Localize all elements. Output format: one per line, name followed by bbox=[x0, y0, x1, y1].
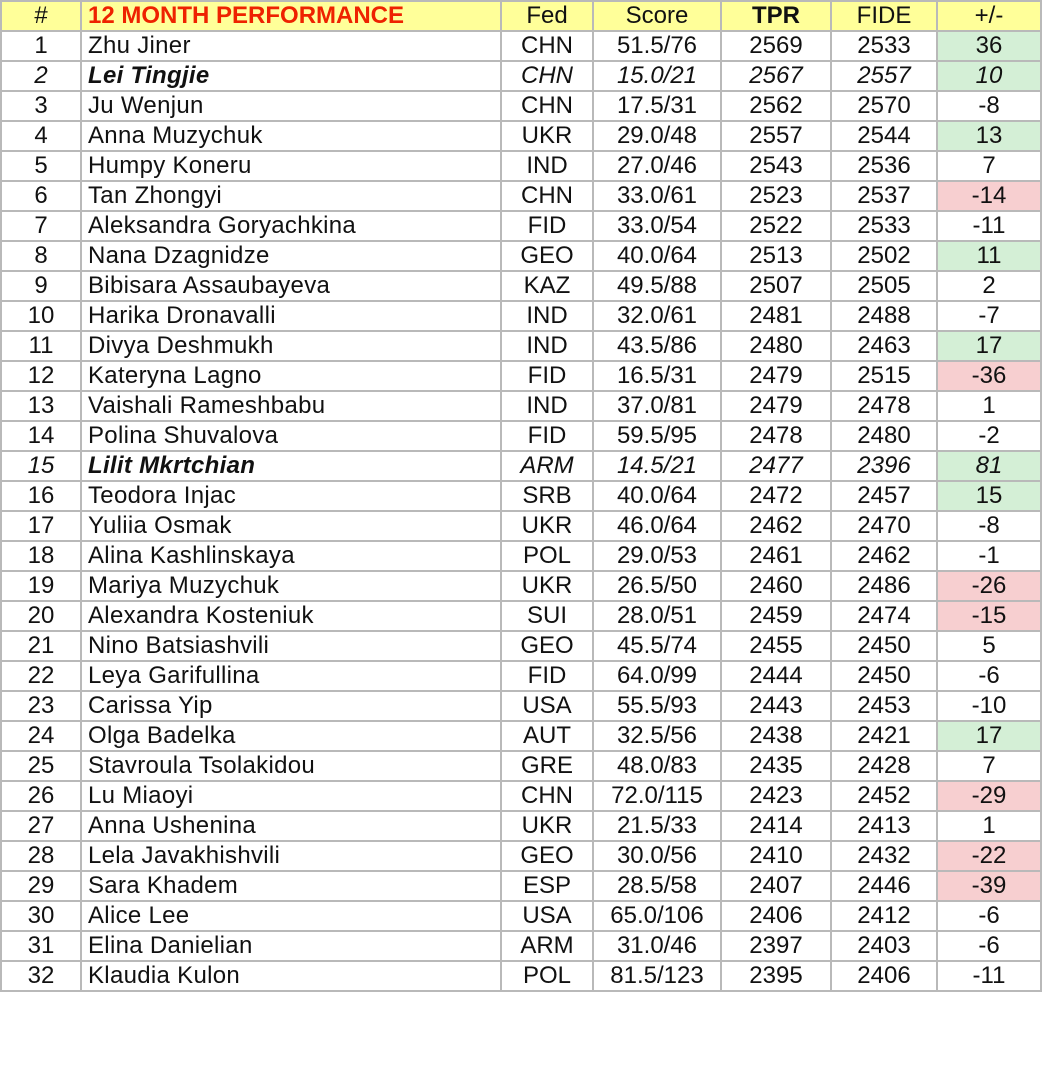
score-cell[interactable]: 65.0/106 bbox=[593, 901, 721, 931]
player-name-cell[interactable]: Divya Deshmukh bbox=[81, 331, 501, 361]
player-name-cell[interactable]: Mariya Muzychuk bbox=[81, 571, 501, 601]
player-name-cell[interactable]: Lela Javakhishvili bbox=[81, 841, 501, 871]
table-row bbox=[1, 871, 1041, 901]
rating-diff-cell[interactable]: -8 bbox=[937, 91, 1041, 121]
rating-diff-cell[interactable]: 1 bbox=[937, 391, 1041, 421]
rating-diff-cell[interactable]: 36 bbox=[937, 31, 1041, 61]
table-row bbox=[1, 211, 1041, 241]
score-cell[interactable]: 48.0/83 bbox=[593, 751, 721, 781]
federation-cell[interactable]: GEO bbox=[501, 841, 593, 871]
score-cell[interactable]: 43.5/86 bbox=[593, 331, 721, 361]
score-cell[interactable]: 46.0/64 bbox=[593, 511, 721, 541]
table-row bbox=[1, 811, 1041, 841]
player-name-cell[interactable]: Carissa Yip bbox=[81, 691, 501, 721]
rank-cell[interactable]: 24 bbox=[1, 721, 81, 751]
fide-rating-cell[interactable]: 2421 bbox=[831, 721, 937, 751]
rating-diff-cell[interactable]: 11 bbox=[937, 241, 1041, 271]
player-name-cell[interactable]: Anna Ushenina bbox=[81, 811, 501, 841]
fide-rating-cell[interactable]: 2462 bbox=[831, 541, 937, 571]
player-name-cell[interactable]: Sara Khadem bbox=[81, 871, 501, 901]
player-name-cell[interactable]: Stavroula Tsolakidou bbox=[81, 751, 501, 781]
score-cell[interactable]: 17.5/31 bbox=[593, 91, 721, 121]
rank-cell[interactable]: 2 bbox=[1, 61, 81, 91]
rank-cell[interactable]: 22 bbox=[1, 661, 81, 691]
fide-rating-cell[interactable]: 2505 bbox=[831, 271, 937, 301]
federation-cell[interactable]: ESP bbox=[501, 871, 593, 901]
tpr-cell[interactable]: 2477 bbox=[721, 451, 831, 481]
rank-cell[interactable]: 10 bbox=[1, 301, 81, 331]
tpr-cell[interactable]: 2472 bbox=[721, 481, 831, 511]
fide-rating-cell[interactable]: 2413 bbox=[831, 811, 937, 841]
rank-cell[interactable]: 14 bbox=[1, 421, 81, 451]
table-row bbox=[1, 241, 1041, 271]
federation-cell[interactable]: POL bbox=[501, 541, 593, 571]
rating-diff-cell[interactable]: -11 bbox=[937, 211, 1041, 241]
score-cell[interactable]: 49.5/88 bbox=[593, 271, 721, 301]
federation-cell[interactable]: ARM bbox=[501, 931, 593, 961]
player-name-cell[interactable]: Polina Shuvalova bbox=[81, 421, 501, 451]
rating-diff-cell[interactable]: 7 bbox=[937, 751, 1041, 781]
score-cell[interactable]: 32.5/56 bbox=[593, 721, 721, 751]
federation-cell[interactable]: USA bbox=[501, 691, 593, 721]
rating-diff-cell[interactable]: 1 bbox=[937, 811, 1041, 841]
rating-diff-cell[interactable]: 2 bbox=[937, 271, 1041, 301]
fide-rating-cell[interactable]: 2488 bbox=[831, 301, 937, 331]
rating-diff-cell[interactable]: 17 bbox=[937, 721, 1041, 751]
tpr-cell[interactable]: 2478 bbox=[721, 421, 831, 451]
score-cell[interactable]: 31.0/46 bbox=[593, 931, 721, 961]
score-cell[interactable]: 40.0/64 bbox=[593, 241, 721, 271]
header-fide[interactable]: FIDE bbox=[831, 1, 937, 31]
score-cell[interactable]: 51.5/76 bbox=[593, 31, 721, 61]
table-row bbox=[1, 451, 1041, 481]
tpr-cell[interactable]: 2414 bbox=[721, 811, 831, 841]
table-row bbox=[1, 661, 1041, 691]
table-row bbox=[1, 391, 1041, 421]
fide-rating-cell[interactable]: 2463 bbox=[831, 331, 937, 361]
federation-cell[interactable]: SRB bbox=[501, 481, 593, 511]
table-row bbox=[1, 571, 1041, 601]
rank-cell[interactable]: 4 bbox=[1, 121, 81, 151]
player-name-cell[interactable]: Alice Lee bbox=[81, 901, 501, 931]
score-cell[interactable]: 72.0/115 bbox=[593, 781, 721, 811]
federation-cell[interactable]: AUT bbox=[501, 721, 593, 751]
tpr-cell[interactable]: 2523 bbox=[721, 181, 831, 211]
federation-cell[interactable]: UKR bbox=[501, 811, 593, 841]
federation-cell[interactable]: FID bbox=[501, 661, 593, 691]
fide-rating-cell[interactable]: 2544 bbox=[831, 121, 937, 151]
rating-diff-cell[interactable]: 5 bbox=[937, 631, 1041, 661]
score-cell[interactable]: 55.5/93 bbox=[593, 691, 721, 721]
player-name-cell[interactable]: Aleksandra Goryachkina bbox=[81, 211, 501, 241]
table-row bbox=[1, 481, 1041, 511]
rank-cell[interactable]: 8 bbox=[1, 241, 81, 271]
rank-cell[interactable]: 16 bbox=[1, 481, 81, 511]
federation-cell[interactable]: CHN bbox=[501, 181, 593, 211]
score-cell[interactable]: 28.0/51 bbox=[593, 601, 721, 631]
score-cell[interactable]: 27.0/46 bbox=[593, 151, 721, 181]
table-row bbox=[1, 151, 1041, 181]
player-name-cell[interactable]: Anna Muzychuk bbox=[81, 121, 501, 151]
player-name-cell[interactable]: Lilit Mkrtchian bbox=[81, 451, 501, 481]
player-name-cell[interactable]: Alexandra Kosteniuk bbox=[81, 601, 501, 631]
player-name-cell[interactable]: Lu Miaoyi bbox=[81, 781, 501, 811]
fide-rating-cell[interactable]: 2457 bbox=[831, 481, 937, 511]
table-row bbox=[1, 271, 1041, 301]
fide-rating-cell[interactable]: 2537 bbox=[831, 181, 937, 211]
tpr-cell[interactable]: 2410 bbox=[721, 841, 831, 871]
score-cell[interactable]: 64.0/99 bbox=[593, 661, 721, 691]
federation-cell[interactable]: GRE bbox=[501, 751, 593, 781]
federation-cell[interactable]: CHN bbox=[501, 31, 593, 61]
score-cell[interactable]: 45.5/74 bbox=[593, 631, 721, 661]
federation-cell[interactable]: GEO bbox=[501, 241, 593, 271]
table-row bbox=[1, 781, 1041, 811]
rating-diff-cell[interactable]: -1 bbox=[937, 541, 1041, 571]
tpr-cell[interactable]: 2407 bbox=[721, 871, 831, 901]
fide-rating-cell[interactable]: 2486 bbox=[831, 571, 937, 601]
header-tpr[interactable]: TPR bbox=[721, 1, 831, 31]
rank-cell[interactable]: 3 bbox=[1, 91, 81, 121]
federation-cell[interactable]: ARM bbox=[501, 451, 593, 481]
fide-rating-cell[interactable]: 2470 bbox=[831, 511, 937, 541]
fide-rating-cell[interactable]: 2403 bbox=[831, 931, 937, 961]
player-name-cell[interactable]: Vaishali Rameshbabu bbox=[81, 391, 501, 421]
score-cell[interactable]: 32.0/61 bbox=[593, 301, 721, 331]
rank-cell[interactable]: 7 bbox=[1, 211, 81, 241]
fide-rating-cell[interactable]: 2474 bbox=[831, 601, 937, 631]
player-name-cell[interactable]: Lei Tingjie bbox=[81, 61, 501, 91]
score-cell[interactable]: 30.0/56 bbox=[593, 841, 721, 871]
table-row bbox=[1, 31, 1041, 61]
rank-cell[interactable]: 11 bbox=[1, 331, 81, 361]
rank-cell[interactable]: 21 bbox=[1, 631, 81, 661]
score-cell[interactable]: 81.5/123 bbox=[593, 961, 721, 991]
table-row bbox=[1, 901, 1041, 931]
table-row bbox=[1, 751, 1041, 781]
tpr-cell[interactable]: 2423 bbox=[721, 781, 831, 811]
player-name-cell[interactable]: Kateryna Lagno bbox=[81, 361, 501, 391]
rating-diff-cell[interactable]: 81 bbox=[937, 451, 1041, 481]
header-diff[interactable]: +/- bbox=[937, 1, 1041, 31]
player-name-cell[interactable]: Leya Garifullina bbox=[81, 661, 501, 691]
player-name-cell[interactable]: Elina Danielian bbox=[81, 931, 501, 961]
rating-diff-cell[interactable]: 15 bbox=[937, 481, 1041, 511]
score-cell[interactable]: 28.5/58 bbox=[593, 871, 721, 901]
rating-diff-cell[interactable]: -39 bbox=[937, 871, 1041, 901]
player-name-cell[interactable]: Nino Batsiashvili bbox=[81, 631, 501, 661]
federation-cell[interactable]: IND bbox=[501, 151, 593, 181]
rating-diff-cell[interactable]: -7 bbox=[937, 301, 1041, 331]
fide-rating-cell[interactable]: 2450 bbox=[831, 631, 937, 661]
tpr-cell[interactable]: 2438 bbox=[721, 721, 831, 751]
player-name-cell[interactable]: Nana Dzagnidze bbox=[81, 241, 501, 271]
rank-cell[interactable]: 9 bbox=[1, 271, 81, 301]
score-cell[interactable]: 26.5/50 bbox=[593, 571, 721, 601]
federation-cell[interactable]: POL bbox=[501, 961, 593, 991]
table-row bbox=[1, 691, 1041, 721]
federation-cell[interactable]: CHN bbox=[501, 61, 593, 91]
federation-cell[interactable]: FID bbox=[501, 211, 593, 241]
rating-diff-cell[interactable]: 10 bbox=[937, 61, 1041, 91]
table-row bbox=[1, 91, 1041, 121]
tpr-cell[interactable]: 2395 bbox=[721, 961, 831, 991]
score-cell[interactable]: 16.5/31 bbox=[593, 361, 721, 391]
tpr-cell[interactable]: 2481 bbox=[721, 301, 831, 331]
tpr-cell[interactable]: 2406 bbox=[721, 901, 831, 931]
tpr-cell[interactable]: 2479 bbox=[721, 391, 831, 421]
rating-diff-cell[interactable]: -2 bbox=[937, 421, 1041, 451]
score-cell[interactable]: 29.0/53 bbox=[593, 541, 721, 571]
federation-cell[interactable]: CHN bbox=[501, 781, 593, 811]
fide-rating-cell[interactable]: 2412 bbox=[831, 901, 937, 931]
header-fed[interactable]: Fed bbox=[501, 1, 593, 31]
score-cell[interactable]: 40.0/64 bbox=[593, 481, 721, 511]
tpr-cell[interactable]: 2443 bbox=[721, 691, 831, 721]
player-name-cell[interactable]: Ju Wenjun bbox=[81, 91, 501, 121]
rank-cell[interactable]: 27 bbox=[1, 811, 81, 841]
header-row bbox=[1, 1, 1041, 31]
table-row bbox=[1, 961, 1041, 991]
fide-rating-cell[interactable]: 2452 bbox=[831, 781, 937, 811]
federation-cell[interactable]: IND bbox=[501, 391, 593, 421]
score-cell[interactable]: 15.0/21 bbox=[593, 61, 721, 91]
player-name-cell[interactable]: Olga Badelka bbox=[81, 721, 501, 751]
tpr-cell[interactable]: 2460 bbox=[721, 571, 831, 601]
fide-rating-cell[interactable]: 2450 bbox=[831, 661, 937, 691]
table-row bbox=[1, 721, 1041, 751]
fide-rating-cell[interactable]: 2557 bbox=[831, 61, 937, 91]
header-title[interactable]: 12 MONTH PERFORMANCE bbox=[81, 1, 501, 31]
table-row bbox=[1, 361, 1041, 391]
fide-rating-cell[interactable]: 2502 bbox=[831, 241, 937, 271]
table-row bbox=[1, 841, 1041, 871]
player-name-cell[interactable]: Humpy Koneru bbox=[81, 151, 501, 181]
rank-cell[interactable]: 28 bbox=[1, 841, 81, 871]
rank-cell[interactable]: 23 bbox=[1, 691, 81, 721]
table-body bbox=[1, 31, 1041, 991]
fide-rating-cell[interactable]: 2480 bbox=[831, 421, 937, 451]
table-row bbox=[1, 301, 1041, 331]
rating-diff-cell[interactable]: -10 bbox=[937, 691, 1041, 721]
fide-rating-cell[interactable]: 2536 bbox=[831, 151, 937, 181]
federation-cell[interactable]: IND bbox=[501, 301, 593, 331]
table-row bbox=[1, 541, 1041, 571]
tpr-cell[interactable]: 2462 bbox=[721, 511, 831, 541]
fide-rating-cell[interactable]: 2406 bbox=[831, 961, 937, 991]
rank-cell[interactable]: 20 bbox=[1, 601, 81, 631]
federation-cell[interactable]: GEO bbox=[501, 631, 593, 661]
table-row bbox=[1, 181, 1041, 211]
fide-rating-cell[interactable]: 2515 bbox=[831, 361, 937, 391]
tpr-cell[interactable]: 2513 bbox=[721, 241, 831, 271]
fide-rating-cell[interactable]: 2478 bbox=[831, 391, 937, 421]
rating-diff-cell[interactable]: 13 bbox=[937, 121, 1041, 151]
table-row bbox=[1, 511, 1041, 541]
rating-diff-cell[interactable]: -8 bbox=[937, 511, 1041, 541]
rank-cell[interactable]: 26 bbox=[1, 781, 81, 811]
rating-diff-cell[interactable]: 17 bbox=[937, 331, 1041, 361]
tpr-cell[interactable]: 2455 bbox=[721, 631, 831, 661]
table-row bbox=[1, 331, 1041, 361]
score-cell[interactable]: 37.0/81 bbox=[593, 391, 721, 421]
rating-diff-cell[interactable]: -22 bbox=[937, 841, 1041, 871]
federation-cell[interactable]: FID bbox=[501, 361, 593, 391]
federation-cell[interactable]: UKR bbox=[501, 121, 593, 151]
rating-diff-cell[interactable]: -36 bbox=[937, 361, 1041, 391]
rank-cell[interactable]: 5 bbox=[1, 151, 81, 181]
rating-diff-cell[interactable]: -14 bbox=[937, 181, 1041, 211]
federation-cell[interactable]: KAZ bbox=[501, 271, 593, 301]
fide-rating-cell[interactable]: 2432 bbox=[831, 841, 937, 871]
tpr-cell[interactable]: 2479 bbox=[721, 361, 831, 391]
rank-cell[interactable]: 6 bbox=[1, 181, 81, 211]
federation-cell[interactable]: UKR bbox=[501, 571, 593, 601]
rank-cell[interactable]: 19 bbox=[1, 571, 81, 601]
fide-rating-cell[interactable]: 2396 bbox=[831, 451, 937, 481]
rating-diff-cell[interactable]: -11 bbox=[937, 961, 1041, 991]
table-row bbox=[1, 601, 1041, 631]
rank-cell[interactable]: 17 bbox=[1, 511, 81, 541]
player-name-cell[interactable]: Tan Zhongyi bbox=[81, 181, 501, 211]
score-cell[interactable]: 14.5/21 bbox=[593, 451, 721, 481]
rank-cell[interactable]: 15 bbox=[1, 451, 81, 481]
tpr-cell[interactable]: 2459 bbox=[721, 601, 831, 631]
federation-cell[interactable]: CHN bbox=[501, 91, 593, 121]
rank-cell[interactable]: 1 bbox=[1, 31, 81, 61]
table-row bbox=[1, 931, 1041, 961]
tpr-cell[interactable]: 2507 bbox=[721, 271, 831, 301]
federation-cell[interactable]: UKR bbox=[501, 511, 593, 541]
score-cell[interactable]: 29.0/48 bbox=[593, 121, 721, 151]
score-cell[interactable]: 21.5/33 bbox=[593, 811, 721, 841]
table-row bbox=[1, 421, 1041, 451]
player-name-cell[interactable]: Teodora Injac bbox=[81, 481, 501, 511]
player-name-cell[interactable]: Zhu Jiner bbox=[81, 31, 501, 61]
federation-cell[interactable]: SUI bbox=[501, 601, 593, 631]
rating-diff-cell[interactable]: -26 bbox=[937, 571, 1041, 601]
rating-diff-cell[interactable]: -6 bbox=[937, 931, 1041, 961]
player-name-cell[interactable]: Harika Dronavalli bbox=[81, 301, 501, 331]
header-rank[interactable]: # bbox=[1, 1, 81, 31]
rating-diff-cell[interactable]: 7 bbox=[937, 151, 1041, 181]
rank-cell[interactable]: 30 bbox=[1, 901, 81, 931]
rank-cell[interactable]: 25 bbox=[1, 751, 81, 781]
fide-rating-cell[interactable]: 2533 bbox=[831, 211, 937, 241]
tpr-cell[interactable]: 2397 bbox=[721, 931, 831, 961]
fide-rating-cell[interactable]: 2570 bbox=[831, 91, 937, 121]
tpr-cell[interactable]: 2522 bbox=[721, 211, 831, 241]
table-row bbox=[1, 631, 1041, 661]
score-cell[interactable]: 33.0/54 bbox=[593, 211, 721, 241]
tpr-cell[interactable]: 2444 bbox=[721, 661, 831, 691]
player-name-cell[interactable]: Yuliia Osmak bbox=[81, 511, 501, 541]
rating-diff-cell[interactable]: -15 bbox=[937, 601, 1041, 631]
header-score[interactable]: Score bbox=[593, 1, 721, 31]
fide-rating-cell[interactable]: 2453 bbox=[831, 691, 937, 721]
rank-cell[interactable]: 18 bbox=[1, 541, 81, 571]
table-row bbox=[1, 61, 1041, 91]
rating-diff-cell[interactable]: -6 bbox=[937, 661, 1041, 691]
rank-cell[interactable]: 31 bbox=[1, 931, 81, 961]
rank-cell[interactable]: 12 bbox=[1, 361, 81, 391]
rating-diff-cell[interactable]: -6 bbox=[937, 901, 1041, 931]
fide-rating-cell[interactable]: 2428 bbox=[831, 751, 937, 781]
federation-cell[interactable]: FID bbox=[501, 421, 593, 451]
rank-cell[interactable]: 29 bbox=[1, 871, 81, 901]
tpr-cell[interactable]: 2461 bbox=[721, 541, 831, 571]
fide-rating-cell[interactable]: 2533 bbox=[831, 31, 937, 61]
table-row bbox=[1, 121, 1041, 151]
tpr-cell[interactable]: 2569 bbox=[721, 31, 831, 61]
tpr-cell[interactable]: 2435 bbox=[721, 751, 831, 781]
player-name-cell[interactable]: Alina Kashlinskaya bbox=[81, 541, 501, 571]
federation-cell[interactable]: IND bbox=[501, 331, 593, 361]
rank-cell[interactable]: 13 bbox=[1, 391, 81, 421]
tpr-cell[interactable]: 2557 bbox=[721, 121, 831, 151]
player-name-cell[interactable]: Klaudia Kulon bbox=[81, 961, 501, 991]
rating-diff-cell[interactable]: -29 bbox=[937, 781, 1041, 811]
tpr-cell[interactable]: 2562 bbox=[721, 91, 831, 121]
rank-cell[interactable]: 32 bbox=[1, 961, 81, 991]
federation-cell[interactable]: USA bbox=[501, 901, 593, 931]
tpr-cell[interactable]: 2543 bbox=[721, 151, 831, 181]
score-cell[interactable]: 33.0/61 bbox=[593, 181, 721, 211]
fide-rating-cell[interactable]: 2446 bbox=[831, 871, 937, 901]
tpr-cell[interactable]: 2567 bbox=[721, 61, 831, 91]
score-cell[interactable]: 59.5/95 bbox=[593, 421, 721, 451]
tpr-cell[interactable]: 2480 bbox=[721, 331, 831, 361]
player-name-cell[interactable]: Bibisara Assaubayeva bbox=[81, 271, 501, 301]
